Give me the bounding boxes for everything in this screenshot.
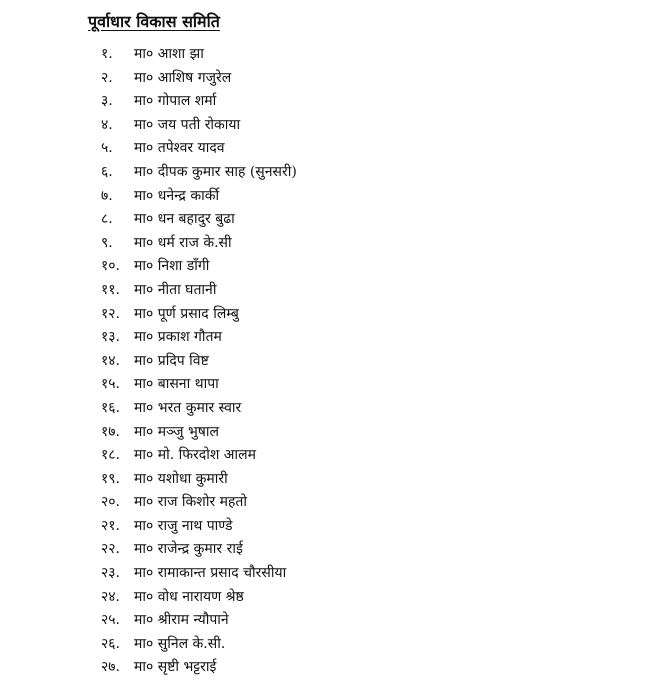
member-name: मा० जय पती रोकाया xyxy=(134,116,241,133)
member-name: मा० तपेश्वर यादव xyxy=(134,140,225,157)
member-row xyxy=(0,516,667,540)
member-number: २२. xyxy=(101,541,121,558)
member-number: २१. xyxy=(101,517,121,534)
member-row xyxy=(0,327,667,351)
member-number: १९. xyxy=(101,470,121,487)
member-list xyxy=(0,44,667,681)
member-number: ४. xyxy=(101,116,113,133)
member-name: मा० निशा डाँगी xyxy=(134,258,210,275)
member-name: मा० धनेन्द्र कार्की xyxy=(134,187,220,204)
member-row xyxy=(0,445,667,469)
member-row xyxy=(0,634,667,658)
member-row xyxy=(0,44,667,68)
member-row xyxy=(0,469,667,493)
member-name: मा० राजु नाथ पाण्डे xyxy=(134,517,233,534)
member-number: १०. xyxy=(101,258,121,275)
member-name: मा० दीपक कुमार साह (सुनसरी) xyxy=(134,163,297,180)
member-number: १२. xyxy=(101,305,121,322)
document-title: पूर्वाधार विकास समिति xyxy=(88,12,220,31)
member-number: १६. xyxy=(101,399,121,416)
member-number: १४. xyxy=(101,352,121,369)
member-row xyxy=(0,233,667,257)
member-row xyxy=(0,186,667,210)
member-number: २६. xyxy=(101,635,121,652)
member-row xyxy=(0,115,667,139)
member-number: ६. xyxy=(101,163,113,180)
member-name: मा० पूर्ण प्रसाद लिम्बु xyxy=(134,305,239,322)
member-number: ७. xyxy=(101,187,113,204)
member-number: २३. xyxy=(101,565,121,582)
member-row xyxy=(0,304,667,328)
member-row xyxy=(0,91,667,115)
member-row xyxy=(0,138,667,162)
member-name: मा० राजेन्द्र कुमार राई xyxy=(134,541,243,558)
member-number: १. xyxy=(101,46,113,62)
member-row xyxy=(0,610,667,634)
member-name: मा० धर्म राज के.सी xyxy=(134,234,232,251)
member-number: १५. xyxy=(101,376,121,393)
member-name: मा० यशोधा कुमारी xyxy=(134,470,228,487)
member-name: मा० सृष्टी भट्टराई xyxy=(134,659,217,676)
member-row xyxy=(0,209,667,233)
member-row xyxy=(0,492,667,516)
member-number: २७. xyxy=(101,659,121,676)
member-name: मा० प्रकाश गौतम xyxy=(134,329,222,346)
member-name: मा० वोध नारायण श्रेष्ठ xyxy=(134,588,244,605)
member-row xyxy=(0,422,667,446)
member-name: मा० श्रीराम न्यौपाने xyxy=(134,612,229,629)
member-number: १३. xyxy=(101,329,121,346)
member-number: ५. xyxy=(101,140,113,157)
member-row xyxy=(0,398,667,422)
member-row xyxy=(0,68,667,92)
member-name: मा० मञ्जु भुषाल xyxy=(134,423,219,440)
member-number: २०. xyxy=(101,494,121,511)
member-name: मा० सुनिल के.सी. xyxy=(134,635,226,652)
member-name: मा० मो. फिरदोश आलम xyxy=(134,447,256,464)
member-number: ८. xyxy=(101,211,113,228)
member-row xyxy=(0,539,667,563)
member-name: मा० बासना थापा xyxy=(134,376,219,393)
member-name: मा० आशिष गजुरेल xyxy=(134,69,232,86)
member-number: २४. xyxy=(101,588,121,605)
member-row xyxy=(0,587,667,611)
member-name: मा० नीता घतानी xyxy=(134,281,217,298)
member-name: मा० प्रदिप विष्ट xyxy=(134,352,209,369)
member-name: मा० राज किशोर महतो xyxy=(134,494,248,511)
member-row xyxy=(0,256,667,280)
member-name: मा० आशा झा xyxy=(134,46,204,62)
member-number: ११. xyxy=(101,281,121,298)
member-number: २. xyxy=(101,69,113,86)
member-row xyxy=(0,374,667,398)
member-number: १८. xyxy=(101,447,121,464)
member-row xyxy=(0,162,667,186)
member-number: ३. xyxy=(101,93,113,110)
member-name: मा० रामाकान्त प्रसाद चौरसीया xyxy=(134,565,287,582)
member-name: मा० भरत कुमार स्वार xyxy=(134,399,242,416)
member-row xyxy=(0,563,667,587)
member-number: १७. xyxy=(101,423,121,440)
member-row xyxy=(0,351,667,375)
member-name: मा० गोपाल शर्मा xyxy=(134,93,217,110)
member-number: ९. xyxy=(101,234,113,251)
member-row xyxy=(0,657,667,681)
member-name: मा० धन बहादुर बुढा xyxy=(134,211,235,228)
member-row xyxy=(0,280,667,304)
member-number: २५. xyxy=(101,612,121,629)
